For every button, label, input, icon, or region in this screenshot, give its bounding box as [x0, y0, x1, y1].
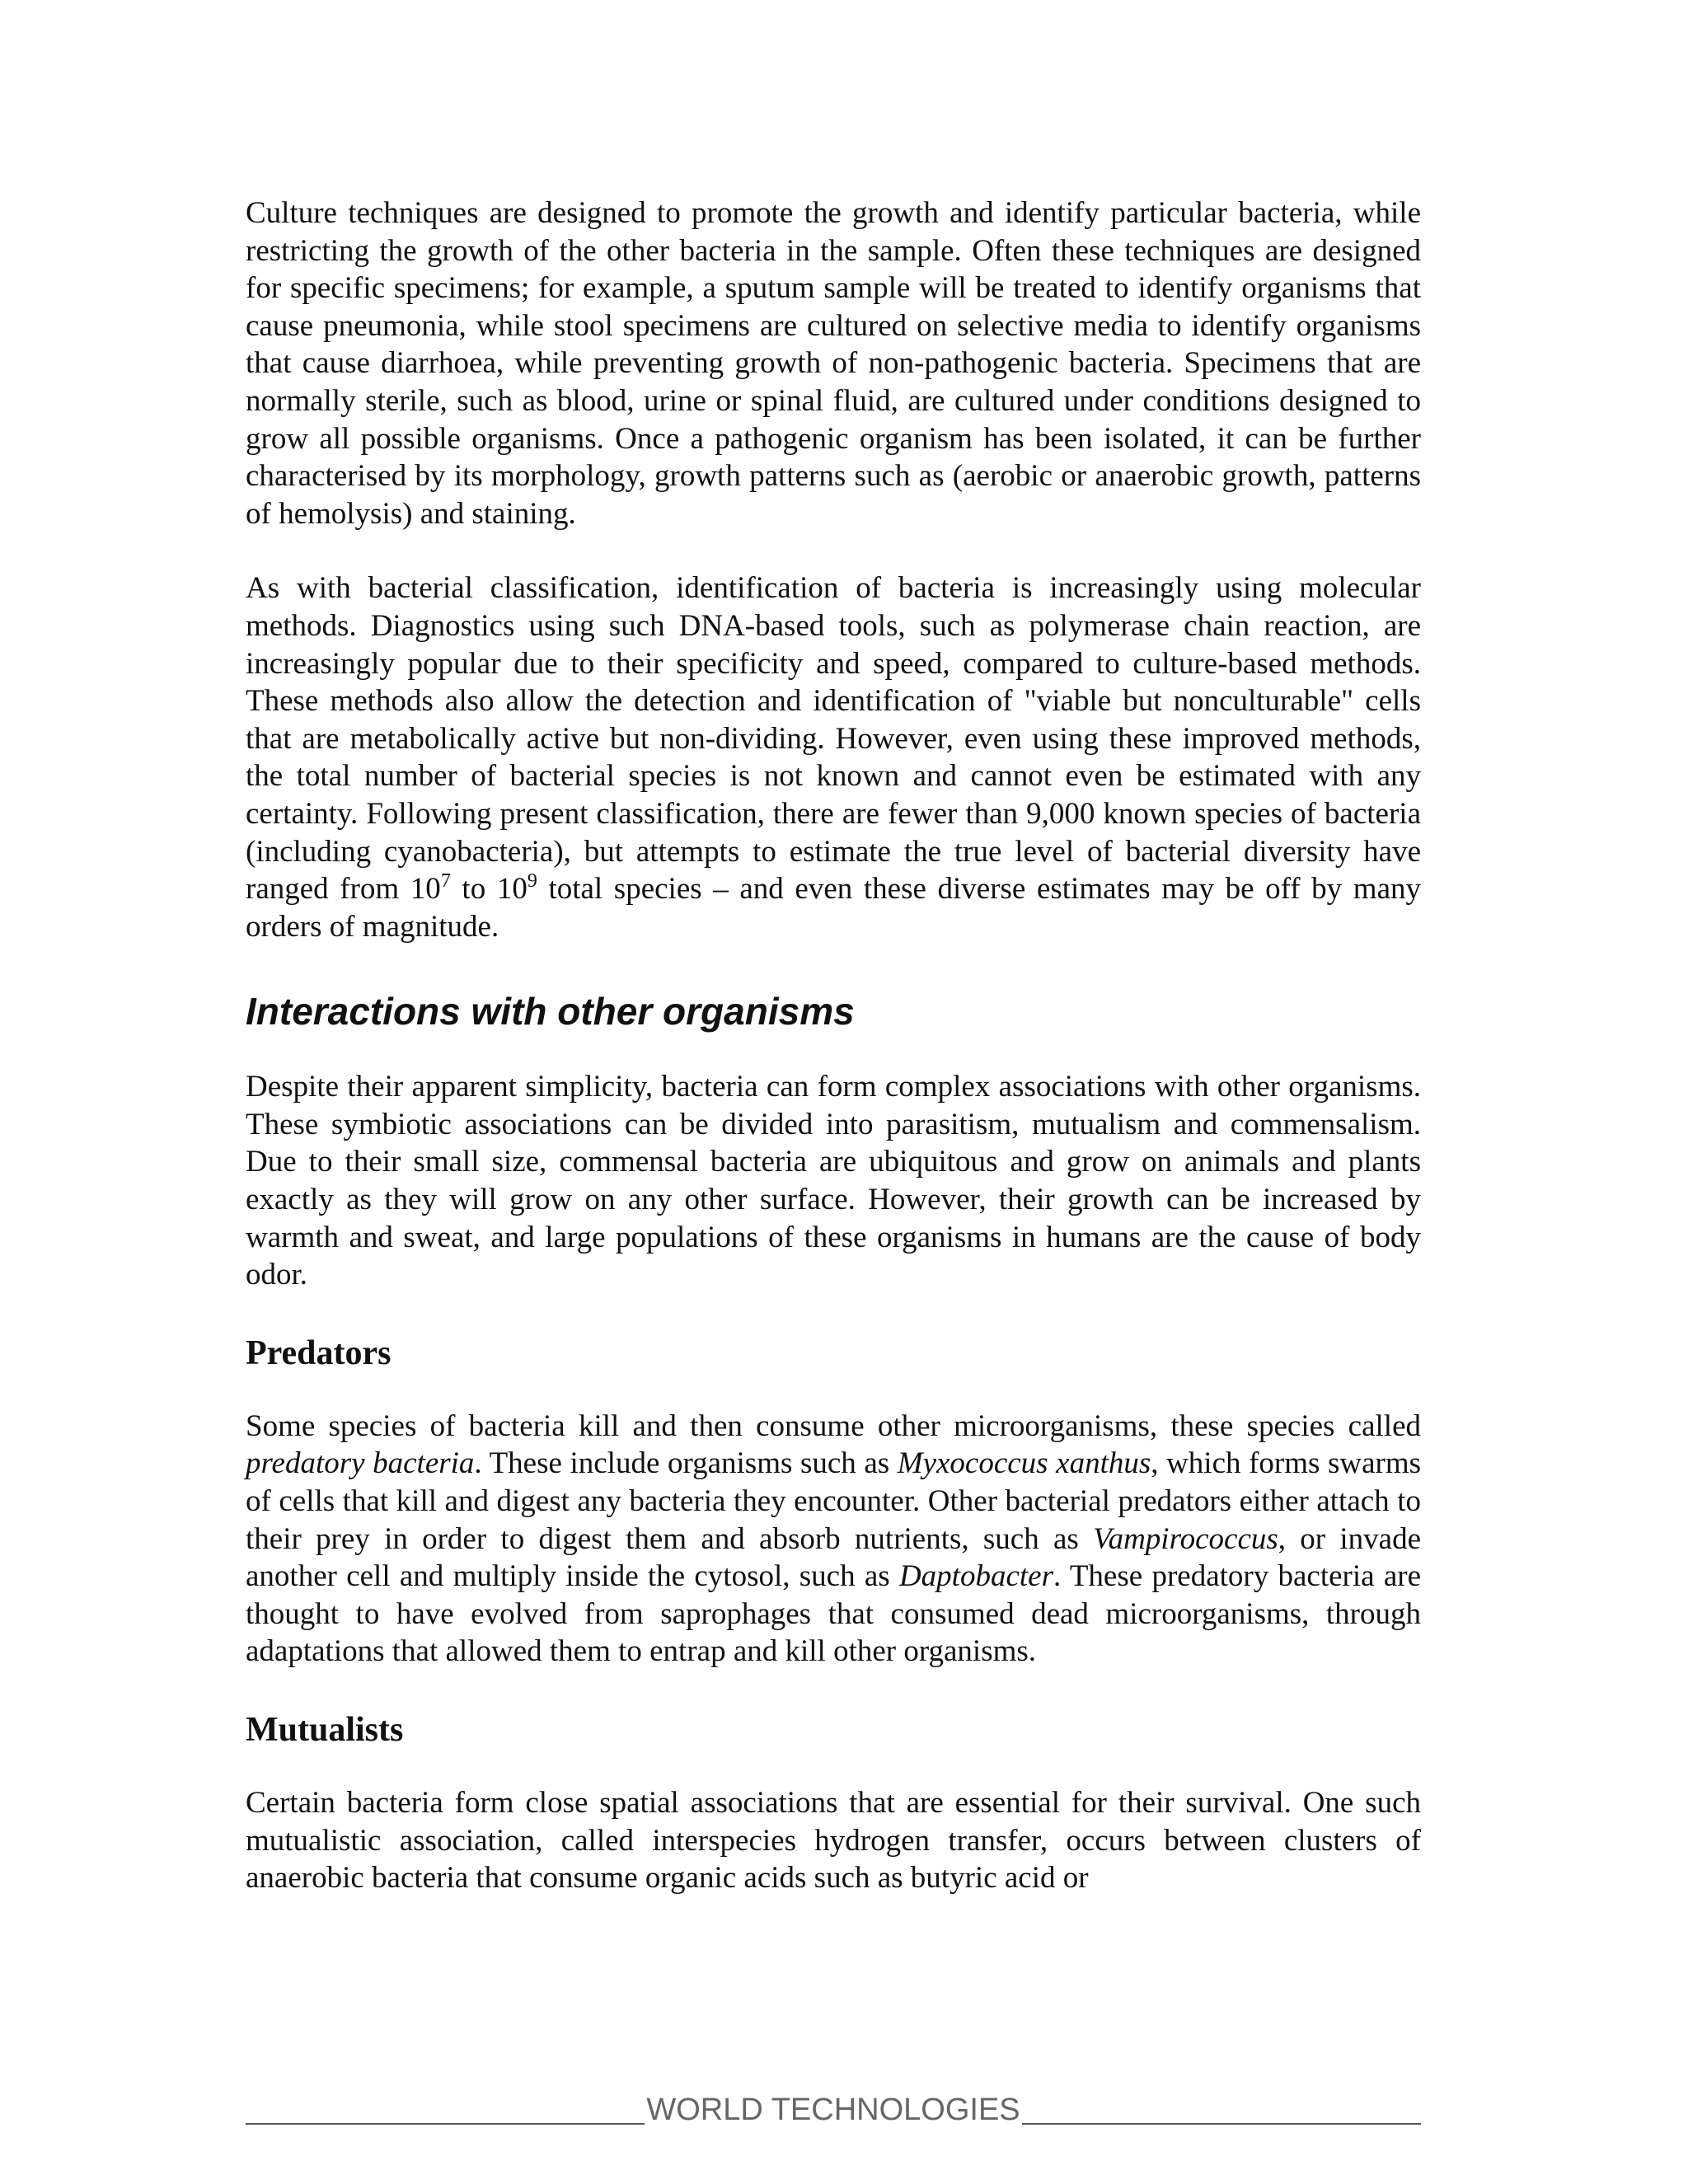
paragraph-mutualists: Certain bacteria form close spatial associations that are essential for their survival. One such mutualistic association, called interspecies hydrogen transfer, occurs between clusters of anaerobic bacteria that consume organic acids such as butyric acid or	[246, 1786, 1421, 1896]
paragraph-predators	[246, 1408, 1421, 1671]
heading-predators: Predators	[246, 1333, 392, 1372]
predators-text-4: , or invade another cell and multiply inside the cytosol, such as	[246, 1521, 1421, 1594]
predators-text-1: Some species of bacteria kill and then consume other microorganisms, these species called	[246, 1408, 1421, 1443]
heading-interactions: Interactions with other organisms	[246, 990, 855, 1033]
exponent-9: 9	[527, 870, 537, 893]
molecular-text-mid: to 10	[450, 872, 528, 907]
predators-text-3: , which forms swarms of cells that kill and digest any bacteria they encounter. Other bacterial predators either attach to their prey in order to digest them and absorb nutrients, such as	[246, 1446, 1422, 1556]
term-vampirococcus: Vampirococcus	[1093, 1521, 1278, 1556]
term-predatory-bacteria: predatory bacteria	[246, 1446, 475, 1481]
predators-text-5: . These predatory bacteria are thought to have evolved from saprophages that consumed dead microorganisms, through adaptations that allowed them to entrap and kill other organisms.	[246, 1559, 1421, 1669]
footer-publisher: WORLD TECHNOLOGIES	[646, 2093, 1020, 2127]
paragraph-interactions: Despite their apparent simplicity, bacteria can form complex associations with other organisms. These symbiotic associations can be divided into parasitism, mutualism and commensalism. Due to their small size, commensal bacteria are ubiquitous and grow on animals and plants exactly as they will grow on any other surface. However, their growth can be increased by warmth and sweat, and large populations of these organisms in humans are the cause of body odor.	[246, 1070, 1421, 1292]
predators-text-2: . These include organisms such as	[474, 1446, 898, 1481]
heading-mutualists: Mutualists	[246, 1711, 404, 1749]
term-daptobacter: Daptobacter	[898, 1559, 1053, 1594]
page-footer	[246, 2092, 1421, 2128]
term-myxococcus-xanthus: Myxococcus xanthus	[897, 1446, 1151, 1481]
footer-rule-right	[1022, 2123, 1421, 2125]
molecular-text-after: total species – and even these diverse estimates may be off by many orders of magnitude.	[246, 872, 1422, 944]
footer-rule-left	[246, 2123, 645, 2125]
paragraph-culture-techniques: Culture techniques are designed to promote the growth and identify particular bacteria, while restricting the growth of the other bacteria in the sample. Often these techniques are designed for specific specimens; for example, a sputum sample will be treated to identify organisms that cause pneumonia, while stool specimens are cultured on selective media to identify organisms that cause diarrhoea, while preventing growth of non-pathogenic bacteria. Specimens that are normally sterile, such as blood, urine or spinal fluid, are cultured under conditions designed to grow all possible organisms. Once a pathogenic organism has been isolated, it can be further characterised by its morphology, growth patterns such as (aerobic or anaerobic growth, patterns of hemolysis) and staining.	[246, 196, 1421, 531]
document-page	[246, 194, 1421, 1897]
paragraph-molecular-identification	[246, 569, 1421, 945]
exponent-7: 7	[440, 870, 451, 893]
molecular-text-before: As with bacterial classification, identification of bacteria is increasingly using molecular methods. Diagnostics using such DNA-based tools, such as polymerase chain reaction, are increasingly popular due to their specificity and speed, compared to culture-based methods. These methods also allow the detection and identification of "viable but nonculturable" cells that are metabolically active but non-dividing. However, even using these improved methods, the total number of bacterial species is not known and cannot even be estimated with any certainty. Following present classification, there are fewer than 9,000 known species of bacteria (including cyanobacteria), but attempts to estimate the true level of bacterial diversity have ranged from 10	[246, 571, 1421, 907]
